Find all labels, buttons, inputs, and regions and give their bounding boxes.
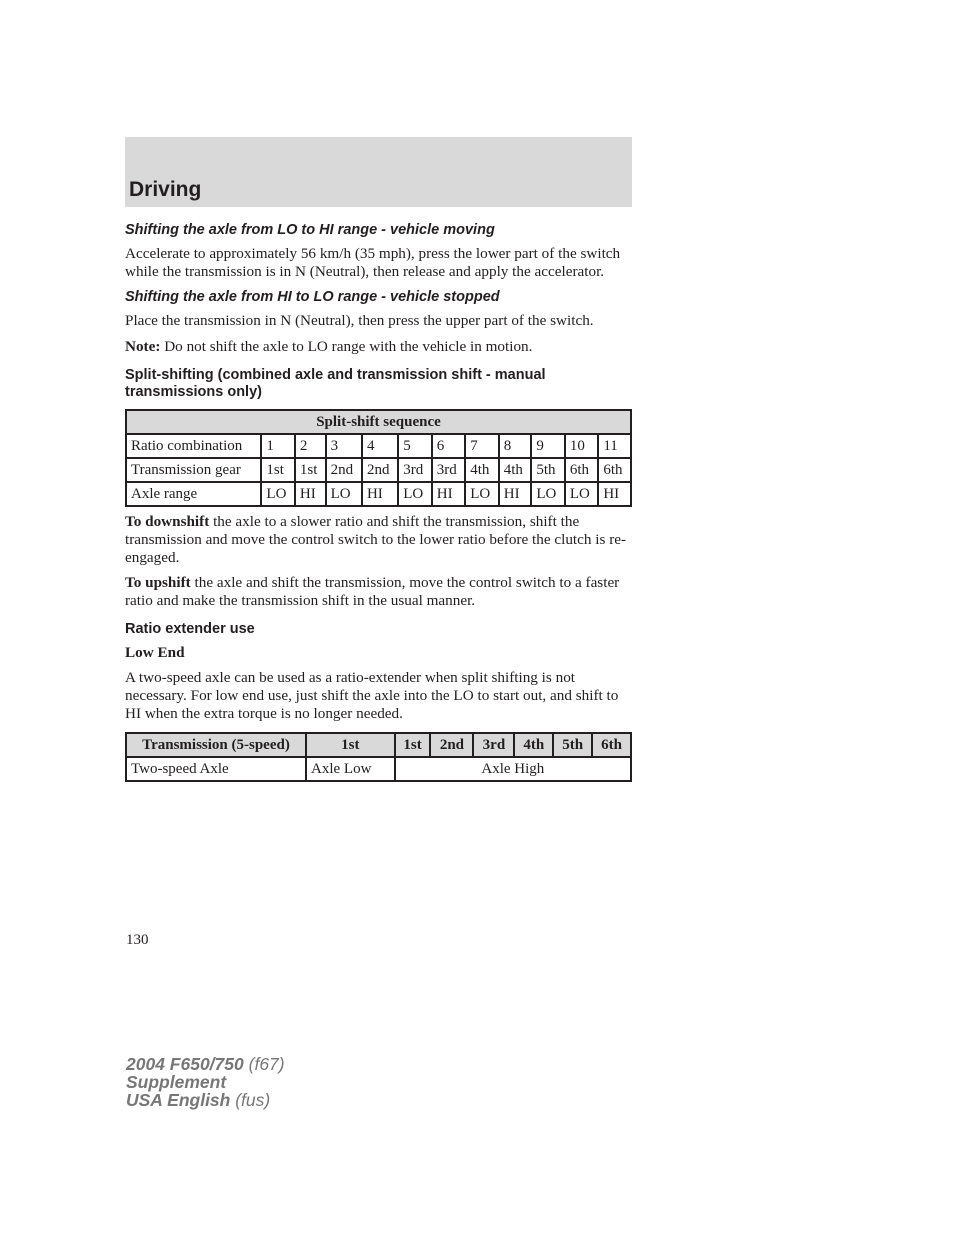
split-shift-row — [126, 434, 631, 458]
note-text: Do not shift the axle to LO range with the vehicle in motion. — [164, 337, 533, 355]
split-shift-cell: 5th — [531, 458, 565, 482]
split-shift-cell: HI — [598, 482, 631, 506]
section-title: Driving — [129, 178, 202, 201]
split-shift-row-label: Transmission gear — [126, 458, 261, 482]
split-shift-cell: LO — [465, 482, 499, 506]
upshift-paragraph — [125, 574, 632, 609]
ratio-gear-header: 1st — [395, 733, 431, 757]
low-end-heading: Low End — [125, 644, 185, 662]
footer-language: USA English — [126, 1090, 231, 1110]
split-shift-cell: LO — [326, 482, 362, 506]
downshift-label: To downshift — [125, 513, 210, 531]
split-shift-cell: LO — [398, 482, 432, 506]
footer-model-code: (f67) — [248, 1054, 285, 1074]
split-shifting-heading: Split-shifting (combined axle and transmission shift - manual transmissions only) — [125, 367, 546, 401]
downshift-text: the axle to a slower ratio and shift the transmission, shift the transmission and move the control switch to the lower ratio before the clutch is re-engaged. — [125, 513, 627, 566]
split-shift-cell: LO — [531, 482, 565, 506]
footer-line-1 — [126, 1055, 285, 1073]
ratio-gear-header: 5th — [553, 733, 592, 757]
split-shift-cell: 4 — [362, 434, 398, 458]
split-shift-cell: 1st — [295, 458, 326, 482]
ratio-gear-header: 6th — [592, 733, 631, 757]
split-shift-row-label: Ratio combination — [126, 434, 261, 458]
note-label: Note: — [125, 337, 161, 355]
split-shift-cell: 2nd — [326, 458, 362, 482]
ratio-gear-header: 2nd — [430, 733, 473, 757]
ratio-row-label: Two-speed Axle — [126, 757, 306, 781]
hi-to-lo-paragraph: Place the transmission in N (Neutral), then press the upper part of the switch. — [125, 312, 594, 330]
lo-to-hi-heading: Shifting the axle from LO to HI range - vehicle moving — [125, 222, 495, 238]
upshift-label: To upshift — [125, 574, 191, 592]
split-shift-cell: 4th — [499, 458, 532, 482]
ratio-gear-header: 1st — [306, 733, 395, 757]
document-footer — [126, 1055, 285, 1109]
split-shift-cell: 9 — [531, 434, 565, 458]
ratio-header-label: Transmission (5-speed) — [126, 733, 306, 757]
split-shift-cell: HI — [432, 482, 466, 506]
split-shift-caption: Split-shift sequence — [126, 410, 631, 434]
downshift-paragraph — [125, 513, 632, 566]
split-shift-row — [126, 482, 631, 506]
split-shift-cell: LO — [261, 482, 295, 506]
ratio-gear-header: 4th — [514, 733, 553, 757]
split-shift-cell: 8 — [499, 434, 532, 458]
split-shift-cell: 11 — [598, 434, 631, 458]
page-content — [125, 221, 632, 782]
page-number: 130 — [126, 932, 149, 948]
split-shift-row-label: Axle range — [126, 482, 261, 506]
split-shift-cell: 1 — [261, 434, 295, 458]
upshift-text: the axle and shift the transmission, move the control switch to a faster ratio and make the transmission shift in the usual manner. — [125, 574, 620, 609]
split-shift-table — [125, 409, 632, 507]
split-shift-cell: HI — [362, 482, 398, 506]
split-shift-cell: 1st — [261, 458, 295, 482]
split-shift-table-body — [126, 434, 631, 506]
split-shift-cell: 2 — [295, 434, 326, 458]
footer-line-3 — [126, 1091, 285, 1109]
split-shift-cell: 3 — [326, 434, 362, 458]
split-shift-cell: HI — [499, 482, 532, 506]
ratio-axle-low: Axle Low — [306, 757, 395, 781]
lo-to-hi-paragraph: Accelerate to approximately 56 km/h (35 mph), press the lower part of the switch while the transmission is in N (Neutral), then release and apply the accelerator. — [125, 245, 621, 280]
split-shift-cell: 4th — [465, 458, 499, 482]
note-paragraph — [125, 338, 632, 356]
split-shift-cell: HI — [295, 482, 326, 506]
split-shift-cell: 5 — [398, 434, 432, 458]
split-shift-cell: LO — [565, 482, 599, 506]
split-shift-cell: 3rd — [398, 458, 432, 482]
ratio-extender-table — [125, 732, 632, 782]
split-shift-cell: 6th — [565, 458, 599, 482]
ratio-extender-heading: Ratio extender use — [125, 621, 255, 638]
split-shift-cell: 6th — [598, 458, 631, 482]
hi-to-lo-heading: Shifting the axle from HI to LO range - vehicle stopped — [125, 289, 500, 306]
split-shift-cell: 2nd — [362, 458, 398, 482]
ratio-gear-header: 3rd — [473, 733, 514, 757]
footer-line-2: Supplement — [126, 1072, 227, 1092]
split-shift-cell: 7 — [465, 434, 499, 458]
split-shift-cell: 3rd — [432, 458, 466, 482]
split-shift-cell: 10 — [565, 434, 599, 458]
split-shift-cell: 6 — [432, 434, 466, 458]
split-shift-row — [126, 458, 631, 482]
ratio-axle-high: Axle High — [395, 757, 631, 781]
footer-language-code: (fus) — [235, 1090, 271, 1110]
low-end-paragraph: A two-speed axle can be used as a ratio-extender when split shifting is not necessary. For low end use, just shift the axle into the LO to start out, and shift to HI when the extra torque is no longer needed. — [125, 669, 619, 722]
footer-model: 2004 F650/750 — [126, 1054, 244, 1074]
